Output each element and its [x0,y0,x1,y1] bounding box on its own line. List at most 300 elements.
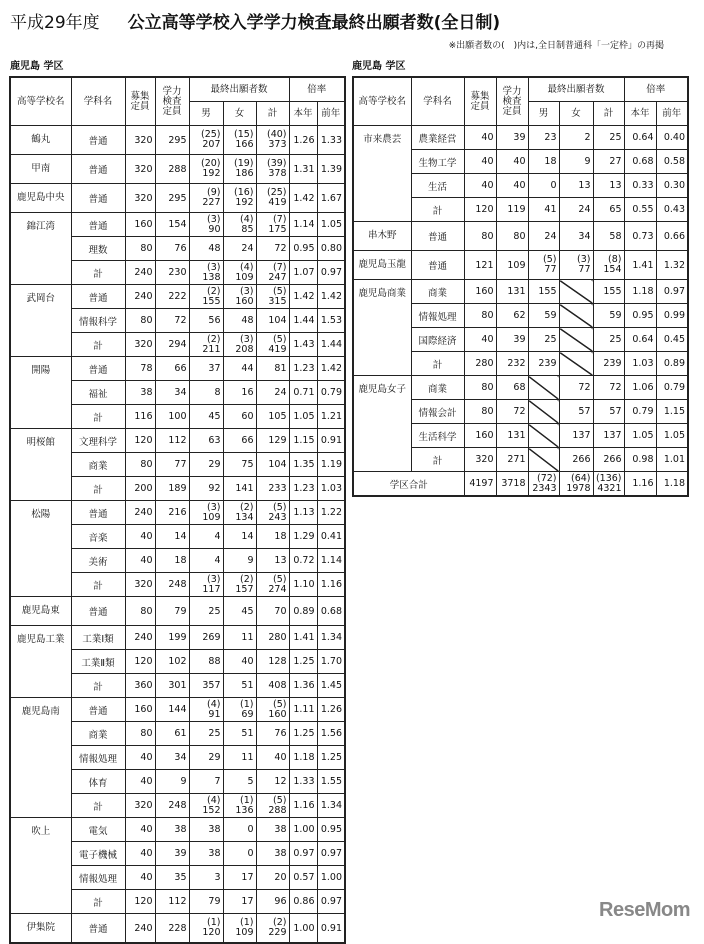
ratio-last-year-cell: 1.34 [317,794,345,818]
count-value: 117 [202,583,221,595]
capacity-cell: 116 [125,405,155,429]
total-cell: 233 [256,477,289,501]
female-cell: 66 [223,429,256,453]
ratio-this-year-cell: 0.73 [624,222,656,251]
empty-slash-cell [528,400,559,424]
ratio-last-year-cell: 0.41 [317,525,345,549]
capacity-cell: 80 [125,309,155,333]
total-cell: 27 [593,150,624,174]
total-cell [256,261,289,285]
male-cell [528,251,559,280]
male-cell [189,213,223,237]
ratio-this-year-cell: 1.31 [289,155,317,184]
ratio-last-year-cell: 1.16 [317,573,345,597]
male-cell: 79 [189,890,223,914]
count-value: 155 [202,295,221,307]
test-capacity-cell: 34 [155,746,189,770]
capacity-cell: 320 [125,155,155,184]
test-capacity-cell: 80 [496,222,528,251]
male-cell [189,501,223,525]
ratio-last-year-cell: 0.97 [656,280,688,304]
test-capacity-cell: 18 [155,549,189,573]
ratio-last-year-cell: 1.44 [317,333,345,357]
ratio-this-year-cell: 1.16 [289,794,317,818]
capacity-cell: 320 [464,448,496,472]
ratio-this-year-cell: 1.41 [624,251,656,280]
male-cell: 0 [528,174,559,198]
male-cell [189,184,223,213]
empty-slash-cell [559,352,593,376]
ratio-last-year-cell: 1.05 [656,424,688,448]
ratio-this-year-cell: 1.10 [289,573,317,597]
total-cell: 105 [256,405,289,429]
table-row [10,597,345,626]
female-cell: 75 [223,453,256,477]
male-cell [189,155,223,184]
female-cell: 141 [223,477,256,501]
total-cell: 65 [593,198,624,222]
school-name: 明桜館 [10,429,71,501]
ratio-this-year-cell: 0.64 [624,126,656,150]
ratio-this-year-cell: 0.79 [624,400,656,424]
capacity-cell: 40 [464,126,496,150]
school-name: 鶴丸 [10,126,71,155]
department-cell: 美術 [71,549,125,573]
ratio-this-year-cell: 0.86 [289,890,317,914]
male-cell: 48 [189,237,223,261]
department-cell: 普通 [411,251,464,280]
ratio-last-year-cell: 0.97 [317,261,345,285]
quota-count: (3) [577,254,591,265]
quota-count: (1) [240,794,254,806]
table-row [353,280,688,304]
count-value: 109 [235,271,254,283]
department-cell: 商業 [411,376,464,400]
female-cell: 44 [223,357,256,381]
total-cell: 104 [256,309,289,333]
ratio-this-year-cell: 0.89 [289,597,317,626]
total-cell: 408 [256,674,289,698]
department-cell: 普通 [71,914,125,944]
female-cell: 0 [223,818,256,842]
ratio-last-year-cell: 0.79 [656,376,688,400]
capacity-cell: 120 [125,890,155,914]
ratio-this-year-cell: 1.03 [624,352,656,376]
header-ratio: 倍率 [624,77,688,102]
test-capacity-cell: 228 [155,914,189,944]
school-name: 鹿児島玉龍 [353,251,411,280]
male-cell [189,126,223,155]
quota-count: (5) [273,285,287,297]
count-value: 2343 [532,482,557,494]
count-value: 1978 [566,482,591,494]
male-cell: 3 [189,866,223,890]
ratio-last-year-cell: 0.99 [656,304,688,328]
department-cell: 普通 [411,222,464,251]
quota-count: (8) [608,254,622,265]
school-name: 甲南 [10,155,71,184]
header-last-year: 前年 [656,102,688,126]
page-title [10,8,500,33]
resemom-logo: ReseMom [599,899,690,921]
male-cell [189,573,223,597]
department-cell: 工業Ⅰ類 [71,626,125,650]
total-cell: 40 [256,746,289,770]
male-cell: 56 [189,309,223,333]
test-capacity-cell: 288 [155,155,189,184]
female-cell: 11 [223,746,256,770]
table-row [10,626,345,650]
total-cell: 280 [256,626,289,650]
ratio-last-year-cell: 1.19 [317,453,345,477]
total-cell: 155 [593,280,624,304]
department-cell: 計 [71,674,125,698]
capacity-cell: 80 [125,722,155,746]
total-cell: 38 [256,818,289,842]
total-cell [256,155,289,184]
ratio-this-year-cell: 1.33 [289,770,317,794]
quota-count: (2) [240,501,254,513]
female-cell: 48 [223,309,256,333]
table-row [10,429,345,453]
total-cell: 239 [593,352,624,376]
ratio-last-year-cell: 1.26 [317,698,345,722]
total-cell: 128 [256,650,289,674]
male-cell: 38 [189,842,223,866]
count-value: 109 [202,511,221,523]
test-capacity-cell: 222 [155,285,189,309]
test-capacity-cell: 72 [155,309,189,333]
test-capacity-cell: 79 [155,597,189,626]
count-value: 77 [544,264,557,275]
header-applicants: 最終出願者数 [528,77,624,102]
quota-count: (20) [200,158,221,169]
quota-count: (19) [233,158,254,169]
capacity-cell: 38 [125,381,155,405]
total-cell: 13 [256,549,289,573]
table-row [10,126,345,155]
quota-count: (9) [207,187,221,198]
quota-count: (5) [273,333,287,345]
ratio-last-year-cell: 0.79 [317,381,345,405]
ratio-this-year-cell: 1.05 [624,424,656,448]
header-ratio: 倍率 [289,77,345,102]
quota-count: (25) [200,129,221,140]
ratio-last-year-cell: 1.39 [317,155,345,184]
header-total: 計 [593,102,624,126]
female-cell [223,126,256,155]
test-capacity-cell: 3718 [496,472,528,497]
ratio-this-year-cell: 1.18 [289,746,317,770]
ratio-last-year-cell: 1.15 [656,400,688,424]
ratio-this-year-cell: 0.95 [624,304,656,328]
ratio-this-year-cell: 0.33 [624,174,656,198]
capacity-cell: 240 [125,626,155,650]
capacity-cell: 160 [464,424,496,448]
empty-slash-cell [528,448,559,472]
count-value: 208 [235,343,254,355]
capacity-cell: 320 [125,573,155,597]
header-total: 計 [256,102,289,126]
quota-count: (16) [233,187,254,198]
female-cell: 17 [223,890,256,914]
ratio-last-year-cell: 1.42 [317,357,345,381]
ratio-last-year-cell: 1.25 [317,746,345,770]
header-department: 学科名 [411,77,464,126]
table-row [10,698,345,722]
capacity-cell: 120 [125,429,155,453]
test-capacity-cell: 216 [155,501,189,525]
empty-slash-cell [559,280,593,304]
female-cell: 266 [559,448,593,472]
total-cell: 72 [256,237,289,261]
test-capacity-cell: 40 [496,150,528,174]
quota-count: (3) [240,285,254,297]
ratio-this-year-cell: 1.00 [289,914,317,944]
department-cell: 計 [411,352,464,376]
male-cell: 8 [189,381,223,405]
header-female: 女 [559,102,593,126]
female-cell [559,472,593,497]
ratio-last-year-cell: 1.56 [317,722,345,746]
male-cell: 88 [189,650,223,674]
female-cell [223,261,256,285]
quota-count: (64) [570,472,591,484]
male-cell: 41 [528,198,559,222]
test-capacity-cell: 248 [155,794,189,818]
department-cell: 普通 [71,285,125,309]
test-capacity-cell: 144 [155,698,189,722]
school-name: 開陽 [10,357,71,429]
quota-count: (5) [273,794,287,806]
department-cell: 情報処理 [71,746,125,770]
ratio-this-year-cell: 1.16 [624,472,656,497]
female-cell [223,184,256,213]
male-cell: 25 [189,597,223,626]
test-capacity-cell: 102 [155,650,189,674]
female-cell: 24 [559,198,593,222]
capacity-cell: 80 [125,453,155,477]
ratio-this-year-cell: 1.18 [624,280,656,304]
count-value: 85 [241,223,254,235]
department-cell: 電気 [71,818,125,842]
empty-slash-cell [528,376,559,400]
ratio-this-year-cell: 1.13 [289,501,317,525]
empty-slash-cell [559,328,593,352]
table-row [10,914,345,944]
department-cell: 普通 [71,155,125,184]
test-capacity-cell: 199 [155,626,189,650]
total-cell: 137 [593,424,624,448]
ratio-this-year-cell: 1.26 [289,126,317,155]
department-cell: 理数 [71,237,125,261]
count-value: 154 [603,264,622,275]
female-cell: 9 [223,549,256,573]
female-cell: 13 [559,174,593,198]
capacity-cell: 160 [464,280,496,304]
quota-count: (5) [273,573,287,585]
header-school: 高等学校名 [10,77,71,126]
region-label-right: 鹿児島 学区 [352,61,406,72]
department-cell: 普通 [71,126,125,155]
male-cell: 37 [189,357,223,381]
total-cell: 58 [593,222,624,251]
quota-count: (7) [273,261,287,273]
capacity-cell: 200 [125,477,155,501]
male-cell [189,698,223,722]
ratio-this-year-cell: 1.15 [289,429,317,453]
total-cell: 129 [256,429,289,453]
footnote: ※出願者数の( )内は,全日制普通科「一定枠」の再掲 [448,41,664,51]
male-cell [528,472,559,497]
female-cell: 45 [223,597,256,626]
count-value: 229 [268,927,287,938]
count-value: 274 [268,583,287,595]
ratio-this-year-cell: 1.23 [289,357,317,381]
count-value: 136 [235,804,254,816]
department-cell: 情報処理 [71,866,125,890]
female-cell: 60 [223,405,256,429]
table-row [10,155,345,184]
total-cell [256,213,289,237]
female-cell: 72 [559,376,593,400]
ratio-this-year-cell: 0.64 [624,328,656,352]
empty-slash-cell [528,424,559,448]
male-cell: 63 [189,429,223,453]
header-female: 女 [223,102,256,126]
capacity-cell: 40 [125,866,155,890]
count-value: 134 [235,511,254,523]
test-capacity-cell: 154 [155,213,189,237]
department-cell: 計 [71,890,125,914]
quota-count: (3) [240,333,254,345]
female-cell [223,914,256,944]
school-name: 鹿児島東 [10,597,71,626]
department-cell: 商業 [71,453,125,477]
department-cell: 福祉 [71,381,125,405]
capacity-cell: 40 [464,174,496,198]
department-cell: 商業 [411,280,464,304]
header-capacity: 募集 定員 [125,77,155,126]
quota-count: (2) [207,333,221,345]
count-value: 247 [268,271,287,283]
department-cell: 普通 [71,597,125,626]
male-cell: 239 [528,352,559,376]
ratio-last-year-cell: 1.21 [317,405,345,429]
department-cell: 情報科学 [71,309,125,333]
male-cell [189,794,223,818]
ratio-this-year-cell: 0.68 [624,150,656,174]
count-value: 207 [202,139,221,150]
header-this-year: 本年 [624,102,656,126]
department-cell: 計 [71,794,125,818]
department-cell: 商業 [71,722,125,746]
ratio-this-year-cell: 1.00 [289,818,317,842]
school-name: 松陽 [10,501,71,597]
capacity-cell: 320 [125,794,155,818]
department-cell: 生活科学 [411,424,464,448]
ratio-this-year-cell: 1.25 [289,650,317,674]
ratio-this-year-cell: 1.42 [289,285,317,309]
test-capacity-cell: 40 [496,174,528,198]
test-capacity-cell: 9 [155,770,189,794]
total-cell: 70 [256,597,289,626]
count-value: 69 [241,708,254,720]
male-cell [189,285,223,309]
female-cell: 9 [559,150,593,174]
quota-count: (3) [207,501,221,513]
count-value: 157 [235,583,254,595]
quota-count: (136) [595,472,622,484]
count-value: 419 [268,343,287,355]
total-cell: 13 [593,174,624,198]
test-capacity-cell: 77 [155,453,189,477]
school-name: 鹿児島商業 [353,280,411,376]
male-cell [189,333,223,357]
count-value: 152 [202,804,221,816]
school-name: 吹上 [10,818,71,914]
count-value: 109 [235,927,254,938]
male-cell: 45 [189,405,223,429]
ratio-this-year-cell: 1.14 [289,213,317,237]
quota-count: (3) [207,213,221,225]
test-capacity-cell: 119 [496,198,528,222]
total-cell: 266 [593,448,624,472]
count-value: 175 [268,223,287,235]
total-cell: 25 [593,328,624,352]
female-cell: 137 [559,424,593,448]
fiscal-year: 平成29年度 [10,13,100,33]
capacity-cell: 4197 [464,472,496,497]
quota-count: (4) [207,794,221,806]
test-capacity-cell: 66 [155,357,189,381]
male-cell: 155 [528,280,559,304]
capacity-cell: 160 [125,213,155,237]
department-cell: 計 [71,477,125,501]
quota-count: (4) [240,261,254,273]
male-cell: 29 [189,453,223,477]
department-cell: 情報会計 [411,400,464,424]
department-cell: 計 [71,261,125,285]
count-value: 315 [268,295,287,307]
total-cell: 24 [256,381,289,405]
quota-count: (5) [273,698,287,710]
test-capacity-cell: 68 [496,376,528,400]
female-cell: 24 [223,237,256,261]
male-cell: 25 [528,328,559,352]
ratio-this-year-cell: 1.29 [289,525,317,549]
header-school: 高等学校名 [353,77,411,126]
count-value: 378 [268,168,287,179]
capacity-cell: 120 [464,198,496,222]
district-total-label: 学区合計 [353,472,464,497]
total-cell [256,573,289,597]
header-male: 男 [189,102,223,126]
ratio-last-year-cell: 1.18 [656,472,688,497]
applicants-table-right [352,76,689,497]
total-cell: 59 [593,304,624,328]
count-value: 211 [202,343,221,355]
capacity-cell: 320 [125,333,155,357]
capacity-cell: 40 [125,842,155,866]
count-value: 160 [268,708,287,720]
quota-count: (1) [240,917,254,928]
count-value: 4321 [597,482,622,494]
header-row [10,77,345,102]
district-total-row [353,472,688,497]
male-cell: 25 [189,722,223,746]
count-value: 138 [202,271,221,283]
